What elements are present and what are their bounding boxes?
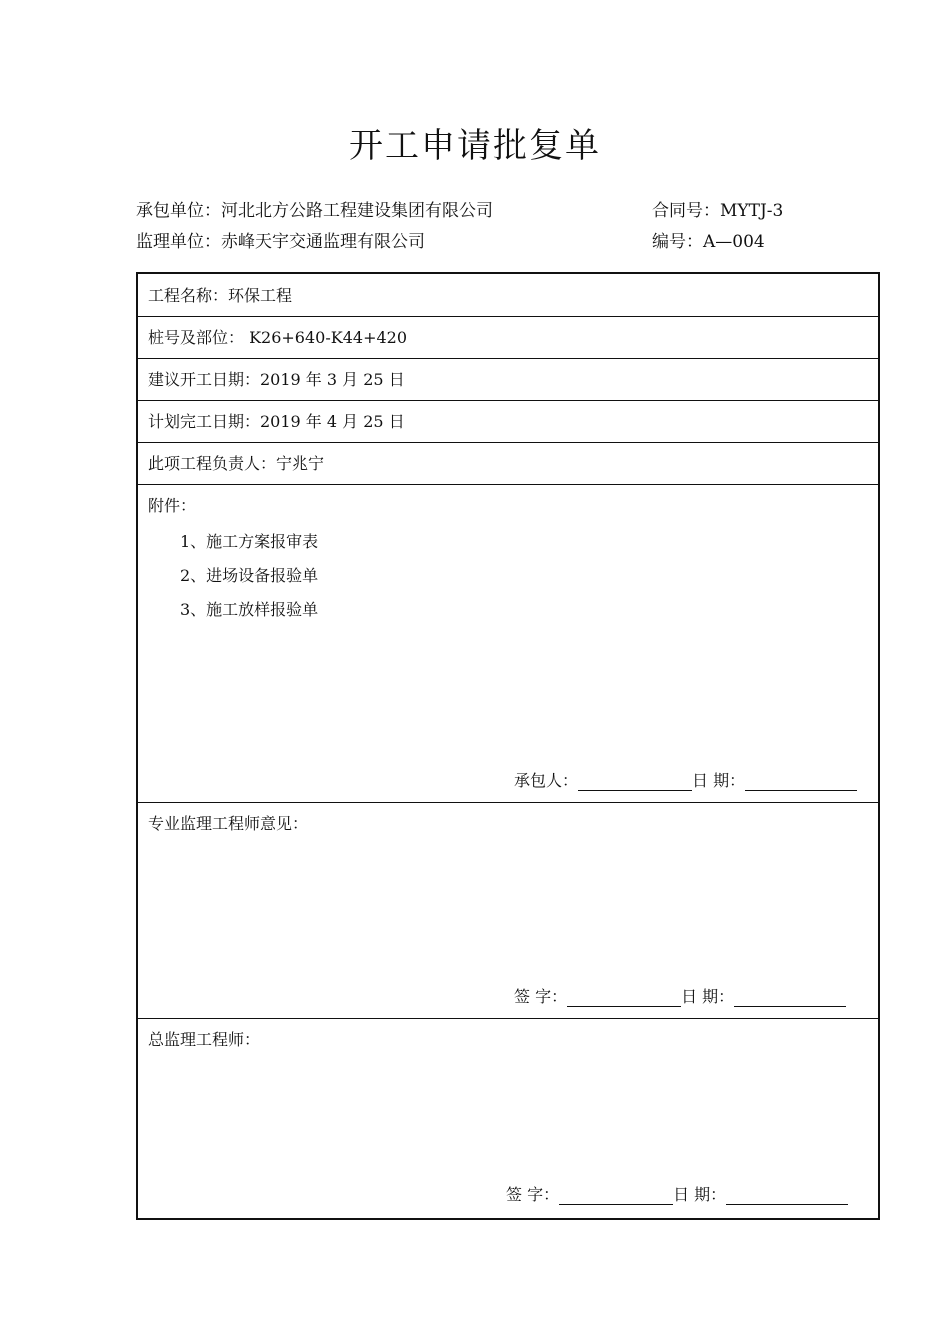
contractor-unit: 承包单位：河北北方公路工程建设集团有限公司	[136, 201, 493, 221]
chief-engineer-label: 总监理工程师：	[148, 1030, 261, 1049]
date-label: 日 期：	[692, 771, 746, 790]
contractor-sign-label: 承包人：	[514, 771, 579, 790]
engineer-sign-blank[interactable]	[567, 990, 681, 1007]
chief-sign-line	[506, 1182, 848, 1205]
contractor-sign-blank[interactable]	[578, 774, 692, 791]
approval-form	[136, 272, 880, 1220]
contractor-sign-line	[514, 768, 857, 791]
row-attachments	[138, 484, 878, 803]
chief-date-blank[interactable]	[726, 1188, 848, 1205]
station-field: 桩号及部位： K26+640-K44+420	[148, 328, 408, 347]
row-proposed-start	[138, 358, 878, 401]
engineer-opinion-label: 专业监理工程师意见：	[148, 814, 309, 833]
sign-label: 签 字：	[514, 987, 568, 1006]
project-name-field: 工程名称：环保工程	[148, 286, 293, 305]
row-project-name	[138, 274, 878, 317]
engineer-date-blank[interactable]	[734, 990, 846, 1007]
row-planned-finish	[138, 400, 878, 443]
proposed-start-field: 建议开工日期：2019 年 3 月 25 日	[148, 370, 405, 389]
date-label: 日 期：	[673, 1185, 727, 1204]
attachment-item: 1、施工方案报审表	[180, 532, 319, 551]
attachment-item: 2、进场设备报验单	[180, 566, 319, 585]
supervisor-unit: 监理单位：赤峰天宇交通监理有限公司	[136, 232, 425, 252]
date-label: 日 期：	[681, 987, 735, 1006]
row-engineer-opinion	[138, 802, 878, 1019]
engineer-sign-line	[514, 984, 846, 1007]
page-title: 开工申请批复单	[349, 126, 601, 166]
row-chief-engineer	[138, 1018, 878, 1220]
contractor-date-blank[interactable]	[745, 774, 857, 791]
attachments-label: 附件：	[148, 496, 197, 515]
person-in-charge-field: 此项工程负责人：宁兆宁	[148, 454, 325, 473]
sign-label: 签 字：	[506, 1185, 560, 1204]
planned-finish-field: 计划完工日期：2019 年 4 月 25 日	[148, 412, 405, 431]
chief-sign-blank[interactable]	[559, 1188, 673, 1205]
row-station	[138, 316, 878, 359]
attachment-item: 3、施工放样报验单	[180, 600, 319, 619]
serial-number: 编号：A—004	[652, 232, 765, 252]
contract-number: 合同号：MYTJ-3	[652, 201, 784, 221]
row-person-in-charge	[138, 442, 878, 485]
